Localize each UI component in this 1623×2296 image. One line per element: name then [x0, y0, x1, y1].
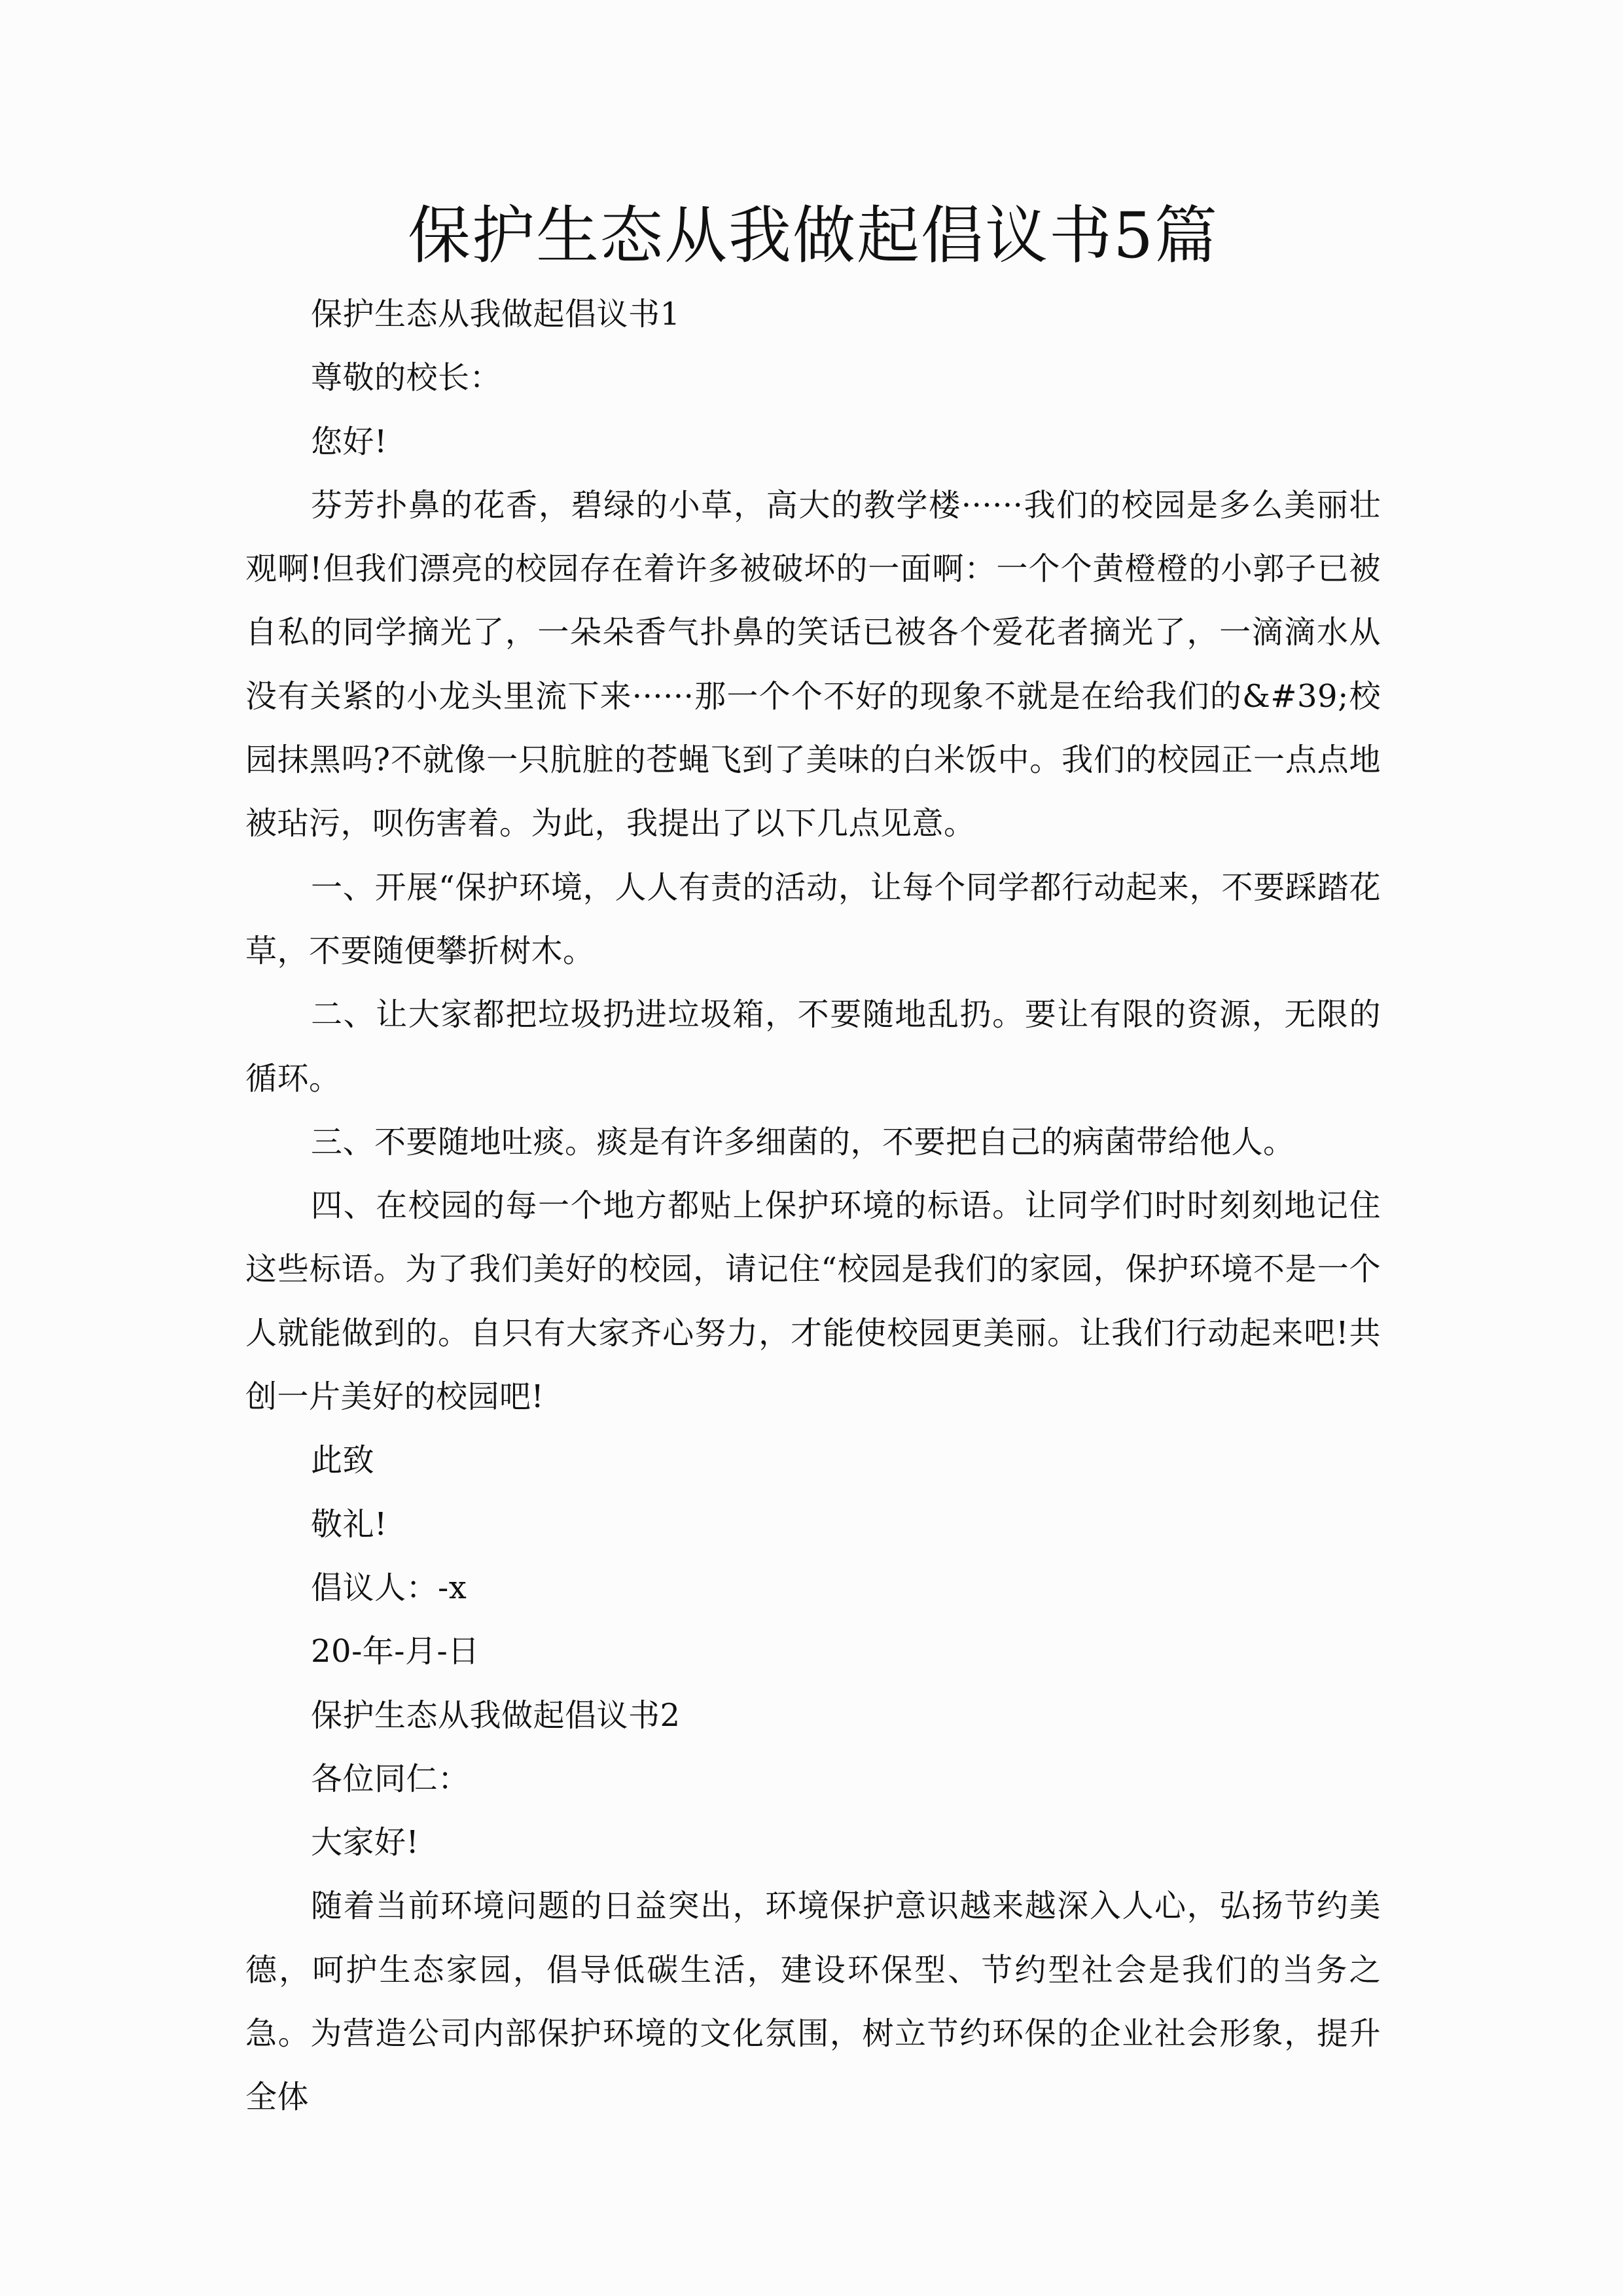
section-2: [245, 1684, 1381, 2130]
document-title: 保护生态从我做起倡议书5篇: [407, 199, 1219, 272]
body-paragraph: 二、让大家都把垃圾扔进垃圾箱，不要随地乱扔。要让有限的资源，无限的循环。: [245, 996, 1381, 1097]
salutation: 尊敬的校长：: [311, 359, 502, 397]
section-heading: 保护生态从我做起倡议书1: [311, 296, 681, 332]
body-paragraph: 三、不要随地吐痰。痰是有许多细菌的，不要把自己的病菌带给他人。: [311, 1123, 1295, 1160]
section-1: [245, 283, 1381, 1684]
date: 20-年-月-日: [311, 1633, 480, 1670]
greeting: 大家好!: [311, 1824, 419, 1861]
closing-salute: 敬礼!: [311, 1505, 387, 1543]
body-paragraph: 四、在校园的每一个地方都贴上保护环境的标语。让同学们时时刻刻地记住这些标语。为了我们美好的校园，请记住“校园是我们的家园，保护环境不是一个人就能做到的。自只有大家齐心努力，才能使校园更美丽。让我们行动起来吧!共创一片美好的校园吧!: [245, 1187, 1381, 1416]
signer: 倡议人：-x: [311, 1569, 467, 1606]
body-paragraph: 一、开展“保护环境，人人有责的活动，让每个同学都行动起来，不要踩踏花草，不要随便攀折树木。: [245, 869, 1381, 969]
section-heading: 保护生态从我做起倡议书2: [311, 1696, 681, 1734]
salutation: 各位同仁：: [311, 1760, 470, 1797]
body-paragraph: 芬芳扑鼻的花香，碧绿的小草，高大的教学楼······我们的校园是多么美丽壮观啊!但我们漂亮的校园存在着许多被破坏的一面啊：一个个黄橙橙的小郭子已被自私的同学摘光了，一朵朵香气扑鼻的笑话已被各个爱花者摘光了，一滴滴水从没有关紧的小龙头里流下来······那一个个不好的现象不就是在给我们的&#39;校园抹黑吗?不就像一只肮脏的苍蝇飞到了美味的白米饭中。我们的校园正一点点地被玷污，呗伤害着。为此，我提出了以下几点见意。: [245, 486, 1381, 842]
body-paragraph: 随着当前环境问题的日益突出，环境保护意识越来越深入人心，弘扬节约美德，呵护生态家园，倡导低碳生活，建设环保型、节约型社会是我们的当务之急。为营造公司内部保护环境的文化氛围，树立节约环保的企业社会形象，提升全体: [245, 1888, 1381, 2116]
greeting: 您好!: [311, 423, 387, 460]
closing-line: 此致: [311, 1442, 375, 1479]
document-body: [245, 283, 1381, 2130]
